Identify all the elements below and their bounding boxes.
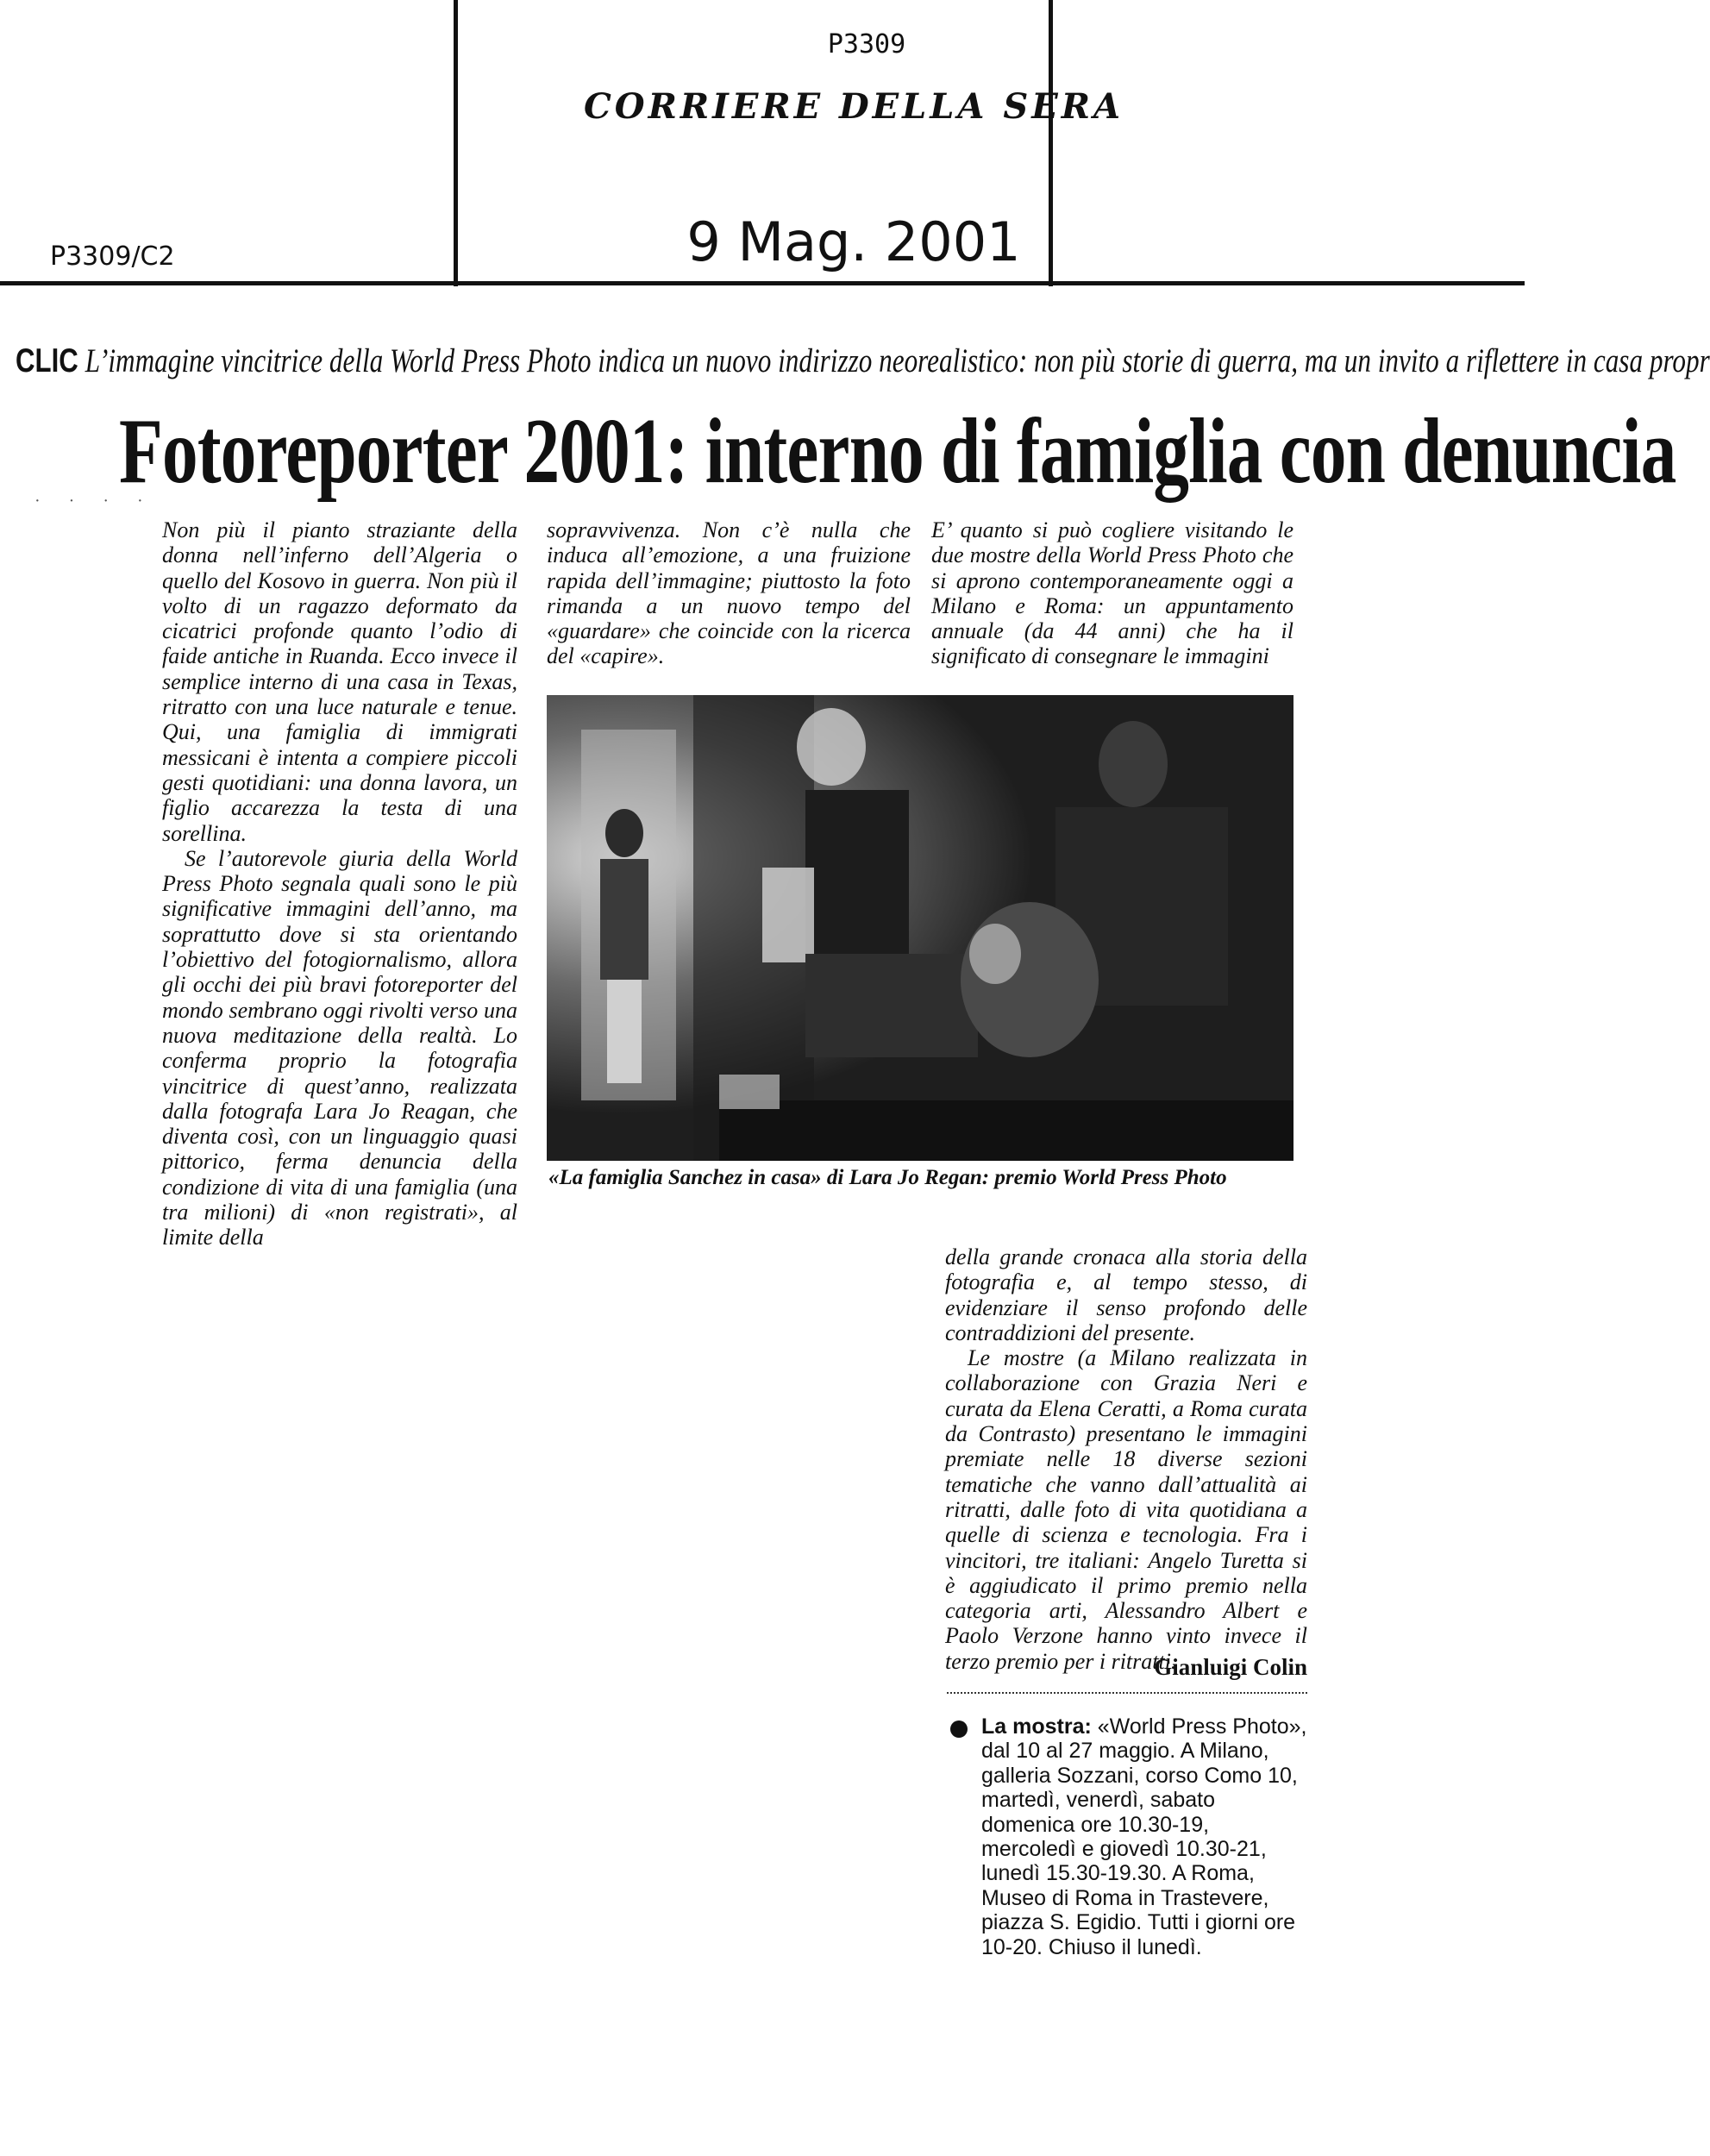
- clipping-date: 9 Mag. 2001: [686, 210, 1021, 273]
- dotted-separator: [947, 1692, 1307, 1694]
- clipping-code-page: P3309/C2: [50, 241, 175, 272]
- article-paragraph: E’ quanto si può cogliere visitando le due mostre della World Press Photo che si aprono contemporaneamente oggi a Milano e Roma: un appuntamento annuale (da 44 anni) che ha il significato di consegnare le immagini: [931, 517, 1293, 669]
- kicker-line: [16, 342, 1710, 380]
- article-column-4: [945, 1244, 1307, 1674]
- header-divider-left: [454, 0, 458, 286]
- article-column-2: [547, 517, 911, 669]
- info-text: «World Press Photo», dal 10 al 27 maggio. A Milano, galleria Sozzani, corso Como 10, martedì, venerdì, sabato domenica ore 10.30-19, mercoledì e giovedì 10.30-21, lunedì 15.30-19.30. A Roma, Museo di Roma in Trastevere, piazza S. Egidio. Tutti i giorni ore 10-20. Chiuso il lunedì.: [981, 1714, 1307, 1959]
- bullet-icon: [950, 1720, 968, 1738]
- article-paragraph: Le mostre (a Milano realizzata in collaborazione con Grazia Neri e curata da Elena Ceratti, a Roma curata da Contrasto) presentano le immagini premiate nelle 18 diverse sezioni tematiche che vanno dall’attualità ai ritratti, dalle foto di vita quotidiana a quelle di scienza e tecnologia. Fra i vincitori, tre italiani: Angelo Turetta si è aggiudicato il primo premio nella categoria arti, Alessandro Albert e Paolo Verzone hanno vinto invece il terzo premio per i ritratti.: [945, 1345, 1307, 1674]
- scan-noise: · · · ·: [34, 492, 155, 511]
- article-paragraph: della grande cronaca alla storia della fotografia e, al tempo stesso, di evidenziare il senso profondo delle contraddizioni del presente.: [945, 1244, 1307, 1345]
- info-label: La mostra:: [981, 1714, 1092, 1739]
- newspaper-masthead: CORRIERE DELLA SERA: [583, 86, 1124, 127]
- article-headline: Fotoreporter 2001: interno di famiglia con denuncia: [119, 400, 1676, 503]
- article-paragraph: sopravvivenza. Non c’è nulla che induca all’emozione, a una fruizione rapida dell’immagine; piuttosto la foto rimanda a un nuovo tempo del «guardare» che coincide con la ricerca del «capire».: [547, 517, 911, 669]
- exhibition-info-box: [947, 1714, 1309, 1959]
- family-photo-illustration: [547, 695, 1293, 1161]
- author-byline: Gianluigi Colin: [1154, 1654, 1307, 1680]
- clipping-code: P3309: [827, 29, 906, 60]
- kicker-tag: CLIC: [16, 342, 78, 379]
- article-paragraph: Se l’autorevole giuria della World Press Photo segnala quali sono le più significative immagini dell’anno, ma soprattutto dove si sta orientando l’obiettivo del fotogiornalismo, allora gli occhi dei più bravi fotoreporter del mondo sembrano oggi rivolti verso una nuova meditazione della realtà. Lo conferma proprio la fotografia vincitrice di quest’anno, realizzata dalla fotografa Lara Jo Reagan, che diventa così, con un linguaggio quasi pittorico, ferma denuncia della condizione di vita di una famiglia (una tra milioni) di «non registrati», al limite della: [162, 845, 517, 1250]
- photo-caption: «La famiglia Sanchez in casa» di Lara Jo Regan: premio World Press Photo: [548, 1166, 1227, 1189]
- article-column-3: [931, 517, 1293, 669]
- article-paragraph: Non più il pianto straziante della donna nell’inferno dell’Algeria o quello del Kosovo in guerra. Non più il volto di un ragazzo deformato da cicatrici profonde quanto l’odio di faide antiche in Ruanda. Ecco invece il semplice interno di una casa in Texas, ritratto con una luce naturale e tenue. Qui, una famiglia di immigrati messicani è intenta a compiere piccoli gesti quotidiani: una donna lavora, un figlio accarezza la testa di una sorellina.: [162, 517, 517, 846]
- kicker-text: L’immagine vincitrice della World Press Photo indica un nuovo indirizzo neorealistico: non più storie di guerra, ma un invito a riflettere in casa propr: [85, 342, 1710, 379]
- article-column-1: [162, 517, 517, 1250]
- header-rule: [0, 281, 1525, 285]
- article-photo: [547, 695, 1293, 1161]
